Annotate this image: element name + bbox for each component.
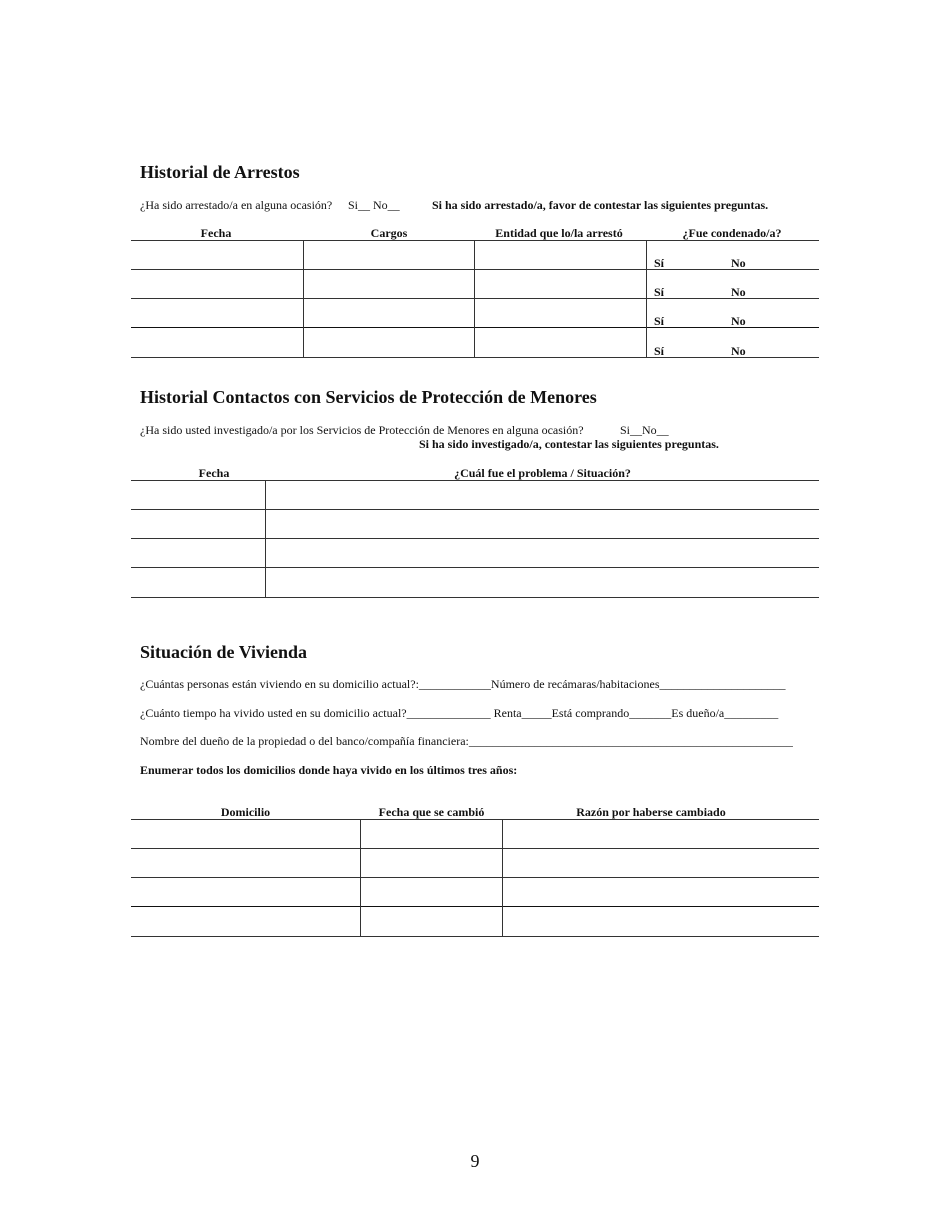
table-rule: [131, 936, 819, 937]
protection-instruction: Si ha sido investigado/a, contestar las siguientes preguntas.: [419, 437, 719, 451]
arrest-fecha-cell[interactable]: [131, 241, 303, 269]
arrest-fecha-cell[interactable]: [131, 328, 303, 356]
arrest-si-option[interactable]: Sí: [654, 285, 665, 299]
arrests-header-entidad: Entidad que lo/la arrestó: [495, 226, 623, 240]
housing-fecha-cell[interactable]: [361, 820, 502, 848]
housing-razon-cell[interactable]: [503, 849, 819, 877]
protection-problema-cell[interactable]: [266, 568, 819, 596]
housing-fecha-cell[interactable]: [361, 907, 502, 935]
housing-razon-cell[interactable]: [503, 820, 819, 848]
arrest-si-option[interactable]: Sí: [654, 256, 665, 270]
arrest-cargos-cell[interactable]: [304, 241, 474, 269]
housing-razon-cell[interactable]: [503, 878, 819, 906]
arrest-entidad-cell[interactable]: [475, 328, 646, 356]
protection-problema-cell[interactable]: [266, 481, 819, 509]
housing-domicilio-cell[interactable]: [131, 907, 360, 935]
protection-question: ¿Ha sido usted investigado/a por los Servicios de Protección de Menores en alguna ocasión?: [140, 423, 584, 437]
housing-people-line[interactable]: ¿Cuántas personas están viviendo en su domicilio actual?:____________Número de recámaras/habitaciones_____________________: [140, 677, 786, 691]
protection-fecha-cell[interactable]: [131, 481, 265, 509]
arrest-entidad-cell[interactable]: [475, 241, 646, 269]
arrest-fecha-cell[interactable]: [131, 299, 303, 327]
table-rule: [131, 597, 819, 598]
arrest-entidad-cell[interactable]: [475, 299, 646, 327]
column-divider: [646, 240, 647, 357]
protection-fecha-cell[interactable]: [131, 568, 265, 596]
housing-header-razon: Razón por haberse cambiado: [576, 805, 726, 819]
protection-answer-blank[interactable]: Si__No__: [620, 423, 669, 437]
housing-domicilio-cell[interactable]: [131, 878, 360, 906]
housing-fecha-cell[interactable]: [361, 849, 502, 877]
housing-domicilio-cell[interactable]: [131, 820, 360, 848]
arrest-si-option[interactable]: Sí: [654, 344, 665, 358]
arrests-header-fecha: Fecha: [200, 226, 232, 240]
arrest-cargos-cell[interactable]: [304, 299, 474, 327]
protection-fecha-cell[interactable]: [131, 539, 265, 567]
protection-title: Historial Contactos con Servicios de Protección de Menores: [140, 387, 597, 407]
arrest-cargos-cell[interactable]: [304, 328, 474, 356]
housing-list-label: Enumerar todos los domicilios donde haya vivido en los últimos tres años:: [140, 763, 518, 777]
housing-domicilio-cell[interactable]: [131, 849, 360, 877]
protection-header-problema: ¿Cuál fue el problema / Situación?: [454, 466, 631, 480]
arrest-no-option[interactable]: No: [731, 314, 746, 328]
arrest-no-option[interactable]: No: [731, 256, 746, 270]
protection-problema-cell[interactable]: [266, 539, 819, 567]
housing-owner-line[interactable]: Nombre del dueño de la propiedad o del banco/compañía financiera:______________________________________________________: [140, 734, 793, 748]
arrests-answer-blank[interactable]: Si__ No__: [348, 198, 400, 212]
table-rule: [131, 357, 819, 358]
protection-header-fecha: Fecha: [198, 466, 230, 480]
arrests-title: Historial de Arrestos: [140, 162, 300, 182]
arrests-header-cargos: Cargos: [370, 226, 408, 240]
page-number: 9: [470, 1151, 480, 1171]
housing-header-fecha: Fecha que se cambió: [378, 805, 485, 819]
arrest-si-option[interactable]: Sí: [654, 314, 665, 328]
arrest-fecha-cell[interactable]: [131, 270, 303, 298]
arrest-no-option[interactable]: No: [731, 344, 746, 358]
protection-fecha-cell[interactable]: [131, 510, 265, 538]
housing-fecha-cell[interactable]: [361, 878, 502, 906]
protection-problema-cell[interactable]: [266, 510, 819, 538]
housing-title: Situación de Vivienda: [140, 642, 308, 662]
housing-time-line[interactable]: ¿Cuánto tiempo ha vivido usted en su domicilio actual?______________ Renta_____Está comprando_______Es dueño/a_________: [140, 706, 779, 720]
arrests-question: ¿Ha sido arrestado/a en alguna ocasión?: [140, 198, 333, 212]
arrests-header-condenado: ¿Fue condenado/a?: [682, 226, 782, 240]
housing-razon-cell[interactable]: [503, 907, 819, 935]
arrest-no-option[interactable]: No: [731, 285, 746, 299]
arrests-instruction: Si ha sido arrestado/a, favor de contestar las siguientes preguntas.: [432, 198, 769, 212]
arrest-cargos-cell[interactable]: [304, 270, 474, 298]
housing-header-domicilio: Domicilio: [220, 805, 271, 819]
arrest-entidad-cell[interactable]: [475, 270, 646, 298]
